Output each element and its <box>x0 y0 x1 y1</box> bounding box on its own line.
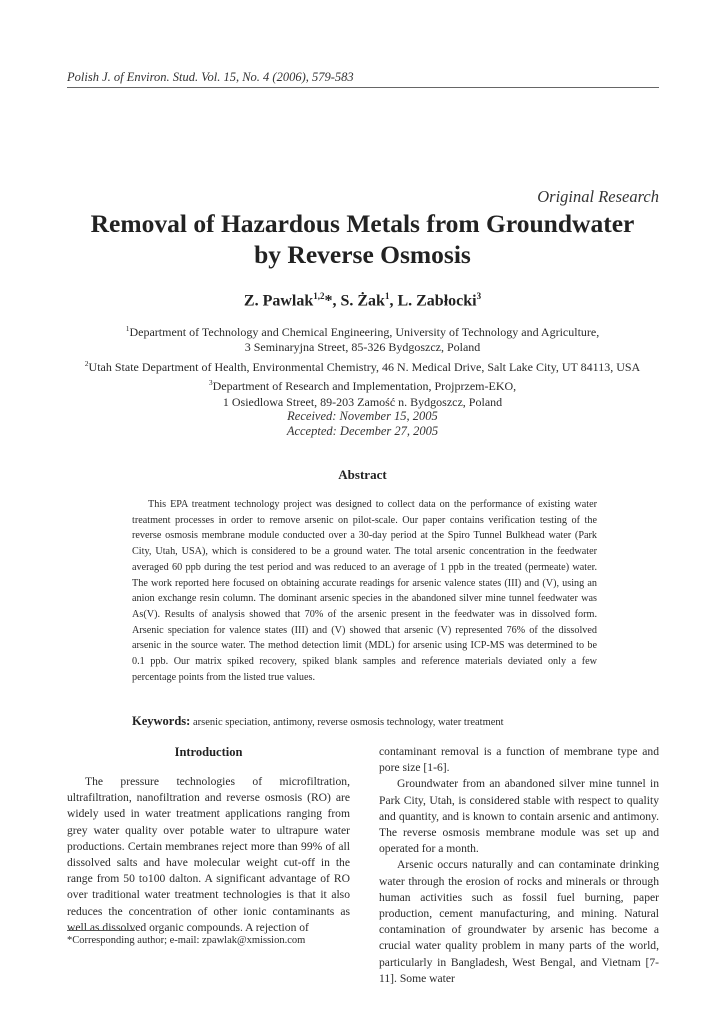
keywords <box>132 714 632 729</box>
keywords-label: Keywords: <box>132 714 191 728</box>
author-separator: , <box>332 292 341 310</box>
intro-paragraph: Arsenic occurs naturally and can contaminate drinking water through the erosion of rocks and minerals or through human activities such as fossil fuel burning, paper production, cement manufacturing, and mining. Natural contamination of groundwater by arsenic has become a crucial water quality problem in many parts of the world, particularly in Bangladesh, West Bengal, and Vietnam [7-11]. Some water <box>379 858 659 985</box>
author-affil-sup: 1 <box>384 291 390 301</box>
author-name: L. Zabłocki <box>397 292 477 310</box>
affiliation-text: Utah State Department of Health, Environmental Chemistry, 46 N. Medical Drive, Salt Lake City, UT 84113, USA <box>88 359 641 374</box>
article-dates <box>60 409 665 439</box>
abstract-heading: Abstract <box>338 467 387 482</box>
intro-paragraph: Groundwater from an abandoned silver mine tunnel in Park City, Utah, is considered stable with respect to quality and quantity, and is known to contain arsenic and antimony. The reverse osmosis membrane module was set up and operated for a month. <box>379 777 659 856</box>
introduction-heading: Introduction <box>174 745 243 759</box>
author-affil-sup: 3 <box>476 291 482 301</box>
affiliation-line <box>60 375 665 394</box>
corresponding-mark: * <box>324 292 333 310</box>
intro-paragraph: The pressure technologies of microfiltration, ultrafiltration, nanofiltration and reverse osmosis (RO) are widely used in water treatment applications ranging from grey water quality over potable water to ultrapure water productions. Certain membranes reject more than 99% of all dissolved salts and have molecular weight cut-off in the range from 50 to100 dalton. A significant advantage of RO over traditional water treatment technologies is that it also reduces the concentration of other ionic contaminants as well as dissolved organic compounds. A rejection of <box>67 775 350 934</box>
affiliation-line <box>60 395 665 410</box>
left-column <box>67 744 350 936</box>
journal-reference: Polish J. of Environ. Stud. Vol. 15, No. 4 (2006), 579-583 <box>67 70 354 84</box>
affiliation-line <box>60 321 665 340</box>
affiliation-text: Department of Technology and Chemical Engineering, University of Technology and Agriculture, <box>129 325 600 339</box>
accepted-date: Accepted: December 27, 2005 <box>286 424 439 438</box>
author-name: S. Żak <box>340 292 385 310</box>
footnote-rule <box>67 930 135 931</box>
header-rule <box>67 87 659 88</box>
affiliation-line <box>60 340 665 355</box>
author-list <box>60 291 665 310</box>
author-name: Z. Pawlak <box>243 292 314 310</box>
keywords-text: arsenic speciation, antimony, reverse osmosis technology, water treatment <box>190 717 504 728</box>
intro-paragraph: contaminant removal is a function of membrane type and pore size [1-6]. <box>379 745 659 775</box>
corresponding-author-footnote: *Corresponding author; e-mail: zpawlak@xmission.com <box>67 935 306 946</box>
affiliation-line <box>60 356 665 375</box>
affiliations <box>60 321 665 410</box>
received-date: Received: November 15, 2005 <box>287 409 438 423</box>
section-type: Original Research <box>537 187 659 206</box>
affiliation-text: 1 Osiedlowa Street, 89-203 Zamość n. Bydgoszcz, Poland <box>222 394 503 409</box>
abstract-text: This EPA treatment technology project was designed to collect data on the performance of existing water treatment processes in order to remove arsenic on pilot-scale. Our paper contains verification testing of the reverse osmosis membrane module conducted over a 30-day period at the Spiro Tunnel Bulkhead water (Park City, Utah, USA), which is considered to be a ground water. The total arsenic concentration in the feedwater averaged 60 ppb during the test period and was reduced to an average of 1 ppb in the treated (permeate) water. The work reported here focused on obtaining accurate readings for arsenic valence states (III) and (V), using an anion exchange resin column. The dominant arsenic species in the abandoned silver mine tunnel feedwater was As(V). Results of analysis showed that 70% of the arsenic present in the feedwater was in dissolved form. Arsenic speciation for valence states (III) and (V) showed that arsenic (V) represented 76% of the dissolved arsenic in the source water. The method detection limit (MDL) for arsenic using ICP-MS was determined to be 0.1 ppb. Our matrix spiked recovery, spiked blank samples and reference materials deviated only a few percentage points from the listed true values. <box>132 499 597 683</box>
title-line-1: Removal of Hazardous Metals from Groundwater <box>90 209 635 238</box>
affiliation-sup: 2 <box>84 358 89 368</box>
affiliation-text: 3 Seminaryjna Street, 85-326 Bydgoszcz, Poland <box>244 340 481 355</box>
author-separator: , <box>389 292 398 310</box>
right-column <box>379 744 659 987</box>
affiliation-sup: 3 <box>208 378 213 388</box>
paper-title <box>60 208 665 270</box>
title-line-2: by Reverse Osmosis <box>254 240 471 269</box>
affiliation-sup: 1 <box>125 324 130 333</box>
affiliation-text: Department of Research and Implementation, Projprzem-EKO, <box>212 379 517 394</box>
author-affil-sup: 1,2 <box>313 291 325 301</box>
